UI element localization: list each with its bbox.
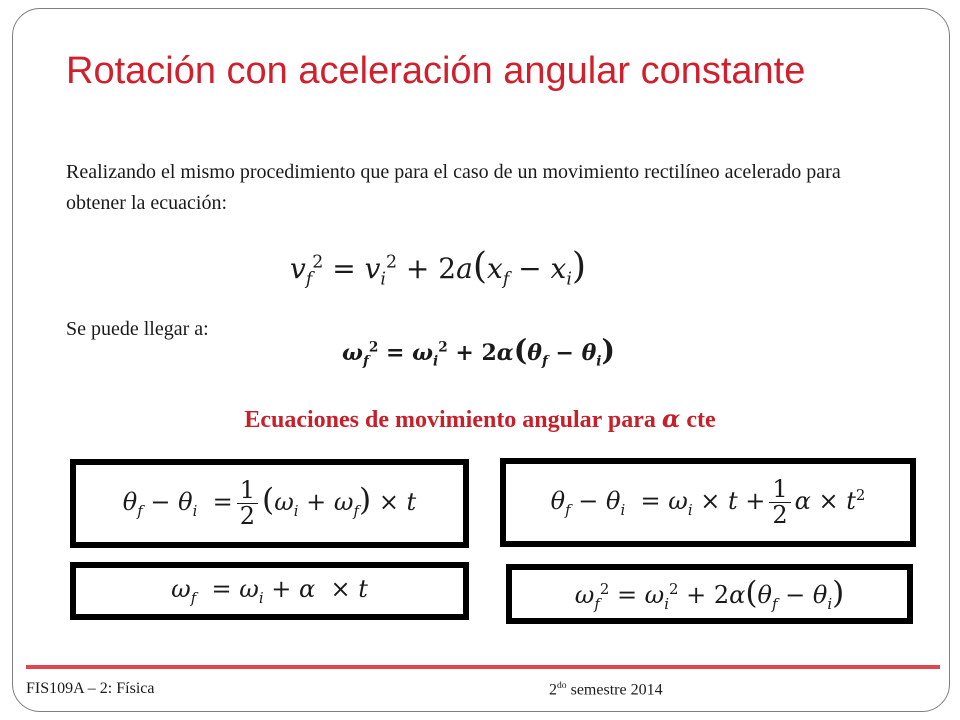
subheading-suffix: cte (686, 407, 716, 433)
equation-angular-velocity-squared: $\omega_f^2 = \omega_i^2 + 2\alpha(\theta_f - \theta_i)$ (574, 575, 845, 613)
semester-rest: semestre 2014 (570, 681, 663, 699)
equation-angular-velocity-time: $\omega_f = \omega_i + \alpha \times t$ (171, 575, 368, 607)
semester-suffix: do (557, 680, 567, 691)
equation-box-angular-velocity-squared (506, 564, 913, 624)
alpha-symbol: α (661, 404, 681, 433)
equation-box-angular-displacement-time (500, 458, 916, 547)
linear-velocity-equation: $v_f^2 = v_i^2 + 2a(x_f - x_i)$ (290, 244, 587, 290)
equation-angular-displacement-time: $\theta_f - \theta_i = \omega_i \times t$ + $\frac{1}{2}$ $\alpha \times t^2$ (550, 474, 866, 529)
intro-text: Realizando el mismo procedimiento que para el caso de un movimiento rectilíneo acelerado para obtener la ecuación: (66, 161, 841, 214)
slide-title: Rotación con aceleración angular constante (66, 50, 806, 92)
result-text: Se puede llegar a: (66, 318, 209, 340)
footer-divider (26, 665, 940, 669)
equation-box-angular-velocity-time (70, 562, 469, 620)
footer-semester (549, 680, 663, 699)
angular-velocity-equation: $\omega_f^2 = \omega_i^2 + 2\alpha(\theta_f - \theta_i)$ (342, 333, 615, 370)
footer-course: FIS109A – 2: Física (26, 680, 155, 697)
equation-angular-displacement-average: $\theta_f - \theta_i$ = $\frac{1}{2}$ $(\omega_i + \omega_f) \times t$ (122, 475, 417, 530)
equations-subheading (0, 404, 960, 434)
equation-box-angular-displacement-average (70, 459, 469, 548)
semester-number: 2 (549, 681, 557, 699)
subheading-label: Ecuaciones de movimiento angular para (244, 407, 656, 433)
